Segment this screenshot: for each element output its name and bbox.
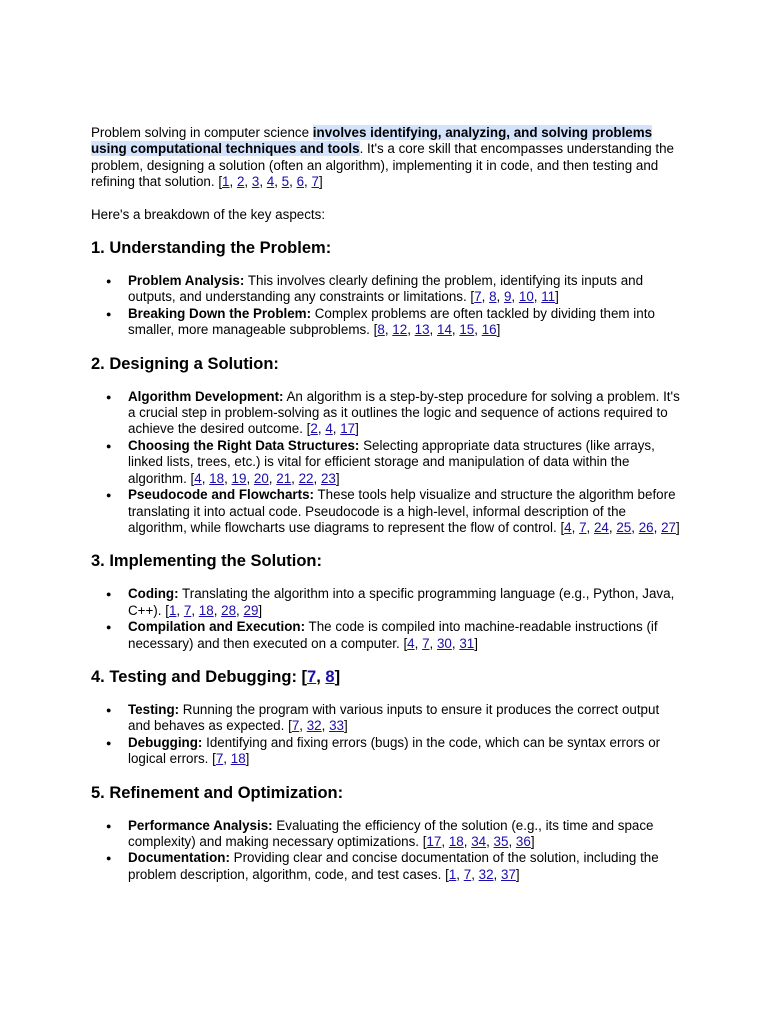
citation-link[interactable]: 37 [501, 866, 516, 882]
citation-link[interactable]: 8 [325, 667, 335, 686]
citation-link[interactable]: 34 [471, 833, 487, 849]
item-text: These tools help visualize and structure the algorithm before translating it into actual code. Pseudocode is a high-level, informal description of the algorithm, while flowcharts use diagrams to represent the flow of control. [128, 487, 676, 535]
section-heading [91, 783, 683, 803]
citation-link[interactable]: 21 [276, 470, 292, 486]
intro-before: Problem solving in computer science [91, 125, 313, 140]
item-term: Choosing the Right Data Structures: [128, 437, 360, 453]
list-item [128, 306, 683, 339]
item-text: An algorithm is a step-by-step procedure for solving a problem. It's a crucial step in problem-solving as it outlines the logic and sequence of actions required to achieve the desired outcome. [128, 388, 680, 437]
citation-link[interactable]: 7 [311, 174, 319, 190]
item-refs: [4, 7, 24, 25, 26, 27] [560, 519, 680, 535]
citation-link[interactable]: 2 [236, 174, 245, 190]
citation-link[interactable]: 4 [325, 421, 333, 437]
citation-link[interactable]: 4 [564, 519, 572, 535]
citation-link[interactable]: 17 [340, 421, 356, 437]
section-title: 3. Implementing the Solution: [91, 552, 322, 571]
list-item [128, 619, 683, 652]
citation-link[interactable]: 30 [436, 635, 452, 651]
section-title: 1. Understanding the Problem: [91, 239, 332, 258]
list-item [128, 273, 683, 306]
citation-link[interactable]: 19 [231, 470, 247, 486]
item-term: Coding: [128, 586, 179, 602]
citation-link[interactable]: 13 [414, 322, 430, 338]
item-refs: [2, 4, 17] [306, 421, 359, 437]
citation-link[interactable]: 15 [459, 322, 475, 338]
item-refs: [4, 7, 30, 31] [403, 635, 478, 651]
citation-link[interactable]: 6 [296, 174, 305, 190]
item-text: Complex problems are often tackled by dividing them into smaller, more manageable subproblems. [128, 305, 655, 338]
list-item [128, 702, 683, 735]
item-term: Performance Analysis: [128, 817, 273, 833]
citation-link[interactable]: 7 [291, 718, 300, 734]
item-text: Running the program with various inputs to ensure it produces the correct output and behaves as expected. [128, 701, 660, 734]
citation-link[interactable]: 35 [493, 833, 509, 849]
citation-link[interactable]: 36 [515, 833, 531, 849]
citation-link[interactable]: 7 [579, 519, 587, 535]
citation-link[interactable]: 33 [329, 718, 344, 734]
section-title: 4. Testing and Debugging: [91, 667, 297, 686]
citation-link[interactable]: 25 [616, 519, 632, 535]
citation-link[interactable]: 3 [251, 174, 260, 190]
citation-link[interactable]: 8 [377, 322, 385, 338]
citation-link[interactable]: 31 [459, 635, 475, 651]
item-text: Evaluating the efficiency of the solution (e.g., its time and space complexity) and making necessary optimizations. [128, 817, 654, 849]
citation-link[interactable]: 16 [481, 322, 497, 338]
citation-link[interactable]: 22 [298, 470, 314, 486]
citation-link[interactable]: 1 [448, 866, 457, 882]
item-term: Compilation and Execution: [128, 619, 306, 635]
list-item [128, 818, 683, 851]
citation-link[interactable]: 1 [222, 174, 230, 190]
item-refs: [7, 18] [212, 751, 250, 767]
list-item [128, 850, 683, 883]
citation-link[interactable]: 9 [503, 289, 512, 305]
citation-link[interactable]: 18 [209, 470, 225, 486]
citation-link[interactable]: 32 [306, 718, 322, 734]
citation-link[interactable]: 7 [422, 635, 430, 651]
citation-link[interactable]: 1 [168, 602, 177, 618]
citation-link[interactable]: 10 [518, 289, 534, 305]
section-title: 5. Refinement and Optimization: [91, 783, 344, 802]
citation-link[interactable]: 17 [426, 833, 442, 849]
item-refs: [7, 32, 33] [288, 718, 348, 734]
citation-link[interactable]: 7 [215, 751, 224, 767]
citation-link[interactable]: 8 [489, 289, 497, 305]
item-refs: [1, 7, 18, 28, 29] [165, 602, 263, 618]
item-term: Problem Analysis: [128, 273, 245, 289]
item-term: Testing: [128, 701, 180, 717]
list-item [128, 438, 683, 487]
citation-link[interactable]: 23 [320, 470, 336, 486]
item-term: Algorithm Development: [128, 388, 284, 404]
item-term: Debugging: [128, 734, 203, 750]
citation-link[interactable]: 20 [253, 470, 269, 486]
bullet-list [91, 273, 683, 339]
citation-link[interactable]: 7 [307, 667, 317, 686]
item-refs: [17, 18, 34, 35, 36] [422, 833, 535, 849]
item-text: Translating the algorithm into a specific programming language (e.g., Python, Java, C++). [128, 586, 675, 618]
citation-link[interactable]: 28 [221, 602, 237, 618]
intro-refs: [1, 2, 3, 4, 5, 6, 7] [218, 174, 323, 190]
item-refs: [4, 18, 19, 20, 21, 22, 23] [190, 470, 340, 486]
sections-container [91, 238, 683, 883]
citation-link[interactable]: 4 [266, 174, 275, 190]
citation-link[interactable]: 29 [243, 602, 259, 618]
citation-link[interactable]: 7 [183, 602, 192, 618]
citation-link[interactable]: 2 [310, 421, 318, 437]
intro-after: . It's a core skill that encompasses understanding the problem, designing a solution (often an algorithm), implementing it in code, and then testing and refining that solution. [91, 141, 675, 190]
citation-link[interactable]: 4 [194, 470, 202, 486]
item-refs: [8, 12, 13, 14, 15, 16] [373, 322, 501, 338]
item-text: Identifying and fixing errors (bugs) in the code, which can be syntax errors or logical errors. [128, 734, 661, 767]
citation-link[interactable]: 24 [593, 519, 609, 535]
bullet-list [91, 702, 683, 768]
section-heading [91, 238, 683, 258]
citation-link[interactable]: 26 [638, 519, 654, 535]
section-heading [91, 354, 683, 374]
item-text: The code is compiled into machine-readable instructions (if necessary) and then executed on a computer. [128, 619, 658, 651]
section-title: 2. Designing a Solution: [91, 354, 279, 373]
bullet-list [91, 818, 683, 884]
citation-link[interactable]: 7 [463, 866, 472, 882]
item-text: Providing clear and concise documentation of the solution, including the problem description, algorithm, code, and test cases. [128, 850, 659, 882]
citation-link[interactable]: 4 [407, 635, 415, 651]
citation-link[interactable]: 18 [198, 602, 214, 618]
bullet-list [91, 586, 683, 652]
citation-link[interactable]: 7 [474, 289, 482, 305]
breakdown-text: Here's a breakdown of the key aspects: [91, 206, 326, 222]
item-text: Selecting appropriate data structures (like arrays, linked lists, trees, etc.) is vital for efficient storage and manipulation of data within the algorithm. [128, 437, 655, 486]
item-refs: [1, 7, 32, 37] [445, 866, 520, 882]
intro-paragraph [91, 125, 683, 191]
section-heading [91, 667, 683, 687]
citation-link[interactable]: 5 [281, 174, 290, 190]
intro-highlight: involves identifying, analyzing, and solving problems using computational techniques and tools [91, 125, 653, 157]
citation-link[interactable]: 18 [448, 833, 464, 849]
item-term: Pseudocode and Flowcharts: [128, 487, 315, 503]
citation-link[interactable]: 12 [392, 322, 408, 338]
citation-link[interactable]: 18 [230, 751, 246, 767]
section-heading [91, 551, 683, 571]
item-term: Documentation: [128, 850, 230, 866]
citation-link[interactable]: 14 [437, 322, 452, 338]
citation-link[interactable]: 11 [541, 289, 556, 305]
list-item [128, 586, 683, 619]
section-title-refs: [7, 8] [301, 667, 341, 686]
bullet-list [91, 389, 683, 537]
citation-link[interactable]: 27 [661, 519, 676, 535]
citation-link[interactable]: 32 [478, 866, 494, 882]
list-item [128, 735, 683, 768]
item-term: Breaking Down the Problem: [128, 305, 312, 321]
item-refs: [7, 8, 9, 10, 11] [470, 289, 559, 305]
list-item [128, 487, 683, 536]
item-text: This involves clearly defining the problem, identifying its inputs and outputs, and understanding any constraints or limitations. [128, 273, 644, 305]
list-item [128, 389, 683, 438]
document-page [91, 125, 683, 883]
